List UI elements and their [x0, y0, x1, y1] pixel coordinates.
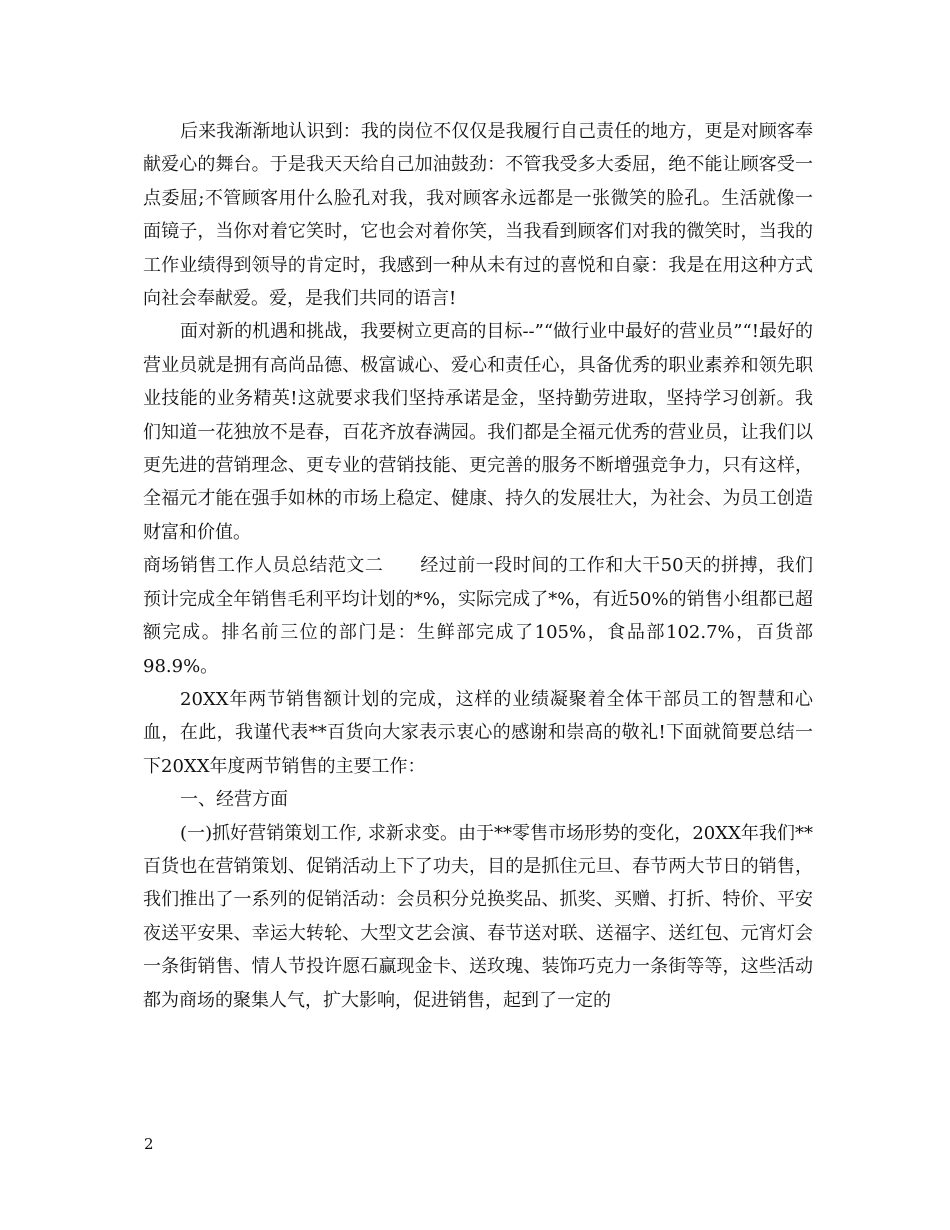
- paragraph-5: (一)抓好营销策划工作, 求新求变。由于**零售市场形势的变化，20XX年我们**百货也在营销策划、促销活动上下了功夫，目的是抓住元旦、春节两大节日的销售，我们推出了一系列的促销活动：会员积分兑换奖品、抓奖、买赠、打折、特价、平安夜送平安果、幸运大转轮、大型文艺会演、春节送对联、送福字、送红包、元宵灯会一条街销售、情人节投许愿石赢现金卡、送玫瑰、装饰巧克力一条街等等，这些活动都为商场的聚集人气，扩大影响，促进销售，起到了一定的: [143, 822, 813, 1011]
- paragraph-4: 20XX年两节销售额计划的完成，这样的业绩凝聚着全体干部员工的智慧和心血，在此，我谨代表**百货向大家表示衷心的感谢和崇高的敬礼!下面就简要总结一下20XX年度两节销售的主要工作：: [143, 688, 813, 777]
- paragraph-1: 后来我渐渐地认识到：我的岗位不仅仅是我履行自己责任的地方，更是对顾客奉献爱心的舞台。于是我天天给自己加油鼓劲：不管我受多大委屈，绝不能让顾客受一点委屈;不管顾客用什么脸孔对我，我对顾客永远都是一张微笑的脸孔。生活就像一面镜子，当你对着它笑时，它也会对着你笑，当我看到顾客们对我的微笑时，当我的工作业绩得到领导的肯定时，我感到一种从未有过的喜悦和自豪：我是在用这种方式向社会奉献爱。爱，是我们共同的语言!: [143, 121, 813, 310]
- paragraph-2: 面对新的机遇和挑战，我要树立更高的目标--”“做行业中最好的营业员”“!最好的营业员就是拥有高尚品德、极富诚心、爱心和责任心，具备优秀的职业素养和领先职业技能的业务精英!这就要求我们坚持承诺是金，坚持勤劳进取，坚持学习创新。我们知道一花独放不是春，百花齐放春满园。我们都是全福元优秀的营业员，让我们以更先进的营销理念、更专业的营销技能、更完善的服务不断增强竞争力，只有这样，全福元才能在强手如林的市场上稳定、健康、持久的发展壮大，为社会、为员工创造财富和价值。: [143, 321, 813, 543]
- page-number: 2: [144, 1135, 154, 1153]
- section-heading: 一、经营方面: [180, 789, 288, 811]
- paragraph-3: 商场销售工作人员总结范文二 经过前一段时间的工作和大干50天的拼搏，我们预计完成全年销售毛利平均计划的*%，实际完成了*%，有近50%的销售小组都已超额完成。排名前三位的部门是：生鲜部完成了105%，食品部102.7%，百货部98.9%。: [143, 555, 813, 677]
- document-body: [143, 115, 813, 1017]
